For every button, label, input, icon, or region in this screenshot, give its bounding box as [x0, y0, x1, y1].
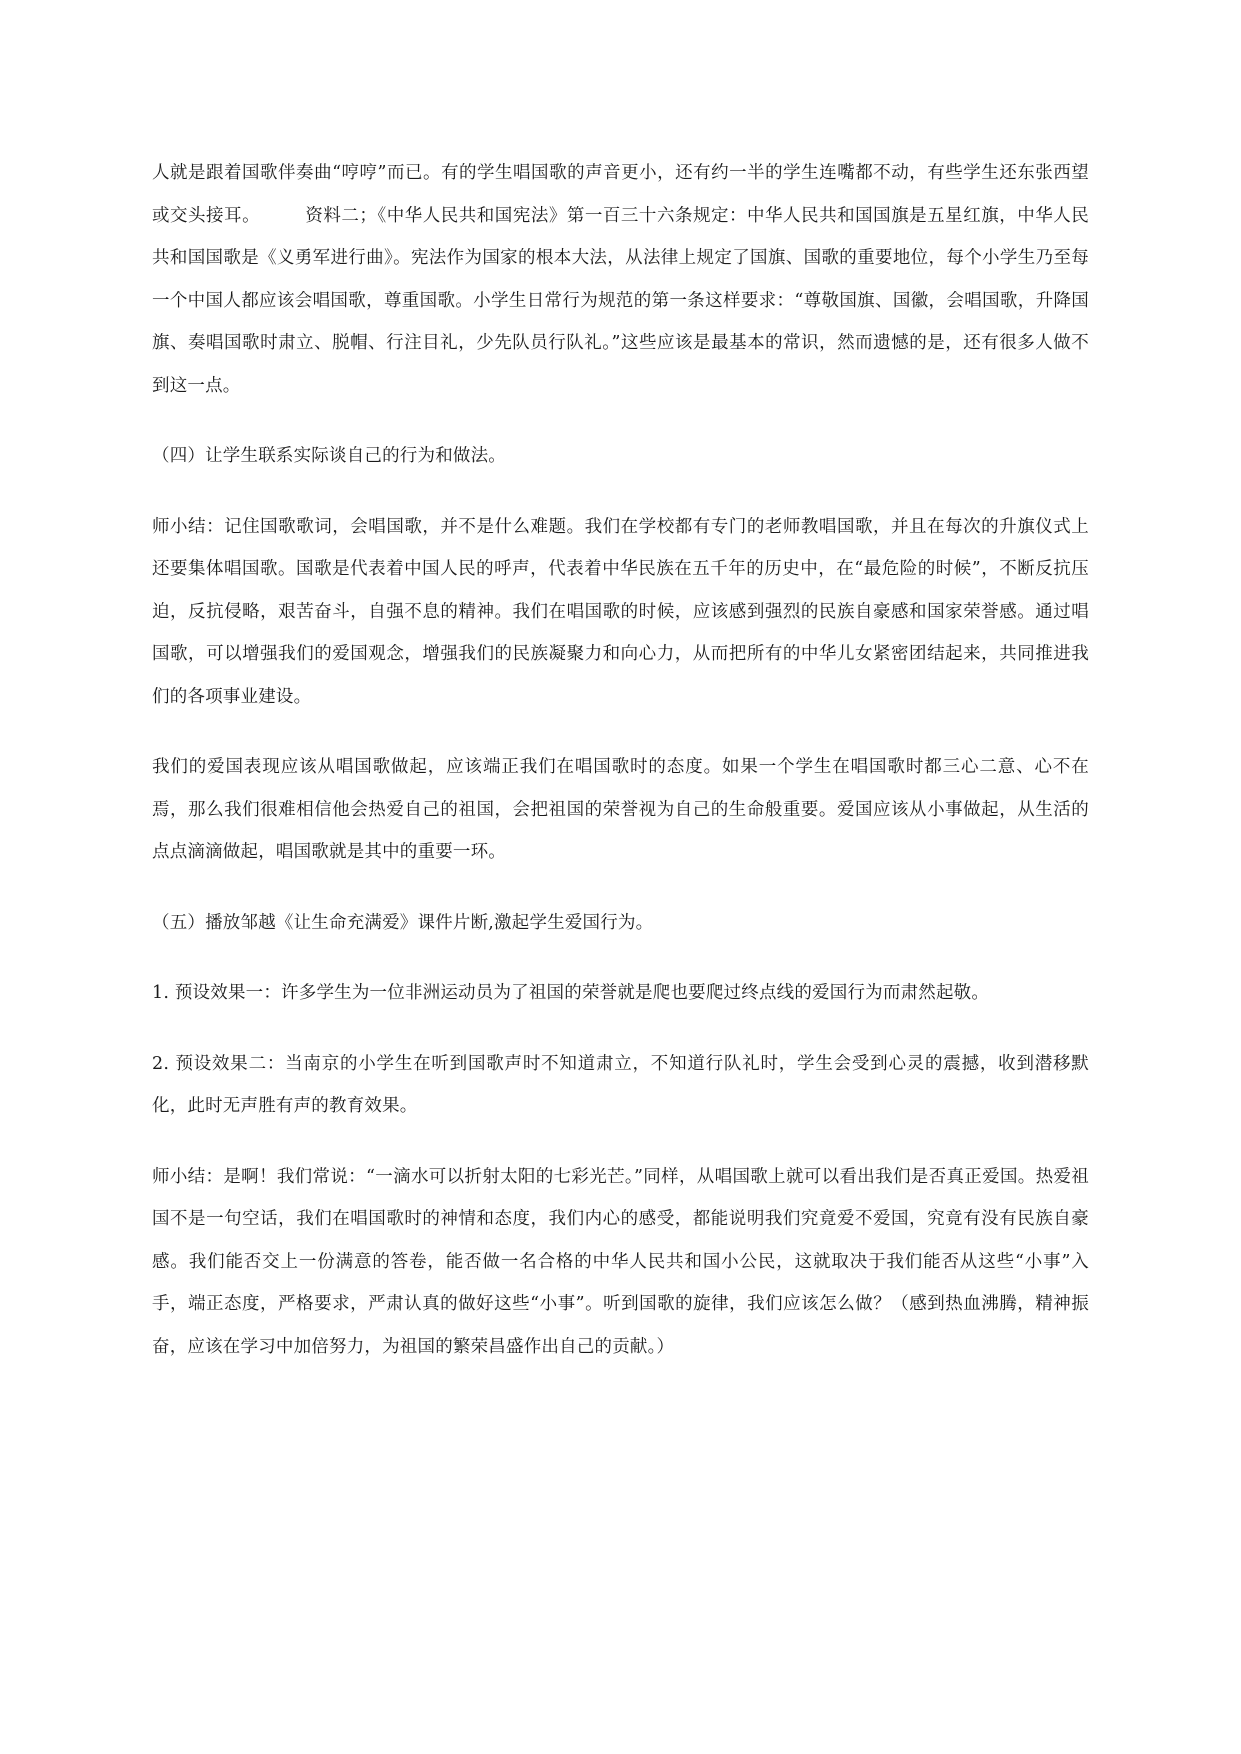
paragraph-teacher-summary-two: 师小结：是啊！我们常说：“一滴水可以折射太阳的七彩光芒。”同样，从唱国歌上就可以看出我们是否真正爱国。热爱祖国不是一句空话，我们在唱国歌时的神情和态度，我们内心的感受，都能说明我们究竟爱不爱国，究竟有没有民族自豪感。我们能否交上一份满意的答卷，能否做一名合格的中华人民共和国小公民，这就取决于我们能否从这些“小事”入手，端正态度，严格要求，严肃认真的做好这些“小事”。听到国歌的旋律，我们应该怎么做？（感到热血沸腾，精神振奋，应该在学习中加倍努力，为祖国的繁荣昌盛作出自己的贡献。） [152, 1166, 1089, 1357]
paragraph-patriotism: 我们的爱国表现应该从唱国歌做起，应该端正我们在唱国歌时的态度。如果一个学生在唱国歌时都三心二意、心不在焉，那么我们很难相信他会热爱自己的祖国，会把祖国的荣誉视为自己的生命般重要。爱国应该从小事做起，从生活的点点滴滴做起，唱国歌就是其中的重要一环。 [152, 757, 1089, 862]
paragraph-teacher-summary-one: 师小结：记住国歌歌词，会唱国歌，并不是什么难题。我们在学校都有专门的老师教唱国歌，并且在每次的升旗仪式上还要集体唱国歌。国歌是代表着中国人民的呼声，代表着中华民族在五千年的历史中，在“最危险的时候”，不断反抗压迫，反抗侵略，艰苦奋斗，自强不息的精神。我们在唱国歌的时候，应该感到强烈的民族自豪感和国家荣誉感。通过唱国歌，可以增强我们的爱国观念，增强我们的民族凝聚力和向心力，从而把所有的中华儿女紧密团结起来，共同推进我们的各项事业建设。 [152, 516, 1089, 707]
document-body [152, 152, 1089, 1368]
paragraph-expected-effect-two: 2. 预设效果二：当南京的小学生在听到国歌声时不知道肃立，不知道行队礼时，学生会受到心灵的震撼，收到潜移默化，此时无声胜有声的教育效果。 [152, 1053, 1089, 1116]
section-heading-four: （四）让学生联系实际谈自己的行为和做法。 [152, 446, 506, 466]
paragraph-expected-effect-one: 1. 预设效果一：许多学生为一位非洲运动员为了祖国的荣誉就是爬也要爬过终点线的爱国行为而肃然起敬。 [152, 983, 990, 1003]
paragraph-material-two: 人就是跟着国歌伴奏曲“哼哼”而已。有的学生唱国歌的声音更小，还有约一半的学生连嘴都不动，有些学生还东张西望或交头接耳。 资料二；《中华人民共和国宪法》第一百三十六条规定：中华人民共和国国旗是五星红旗，中华人民共和国国歌是《义勇军进行曲》。宪法作为国家的根本大法，从法律上规定了国旗、国歌的重要地位，每个小学生乃至每一个中国人都应该会唱国歌，尊重国歌。小学生日常行为规范的第一条这样要求：“尊敬国旗、国徽，会唱国歌，升降国旗、奏唱国歌时肃立、脱帽、行注目礼，少先队员行队礼。”这些应该是最基本的常识，然而遗憾的是，还有很多人做不到这一点。 [152, 163, 1089, 396]
section-heading-five: （五）播放邹越《让生命充满爱》课件片断,激起学生爱国行为。 [152, 912, 654, 933]
